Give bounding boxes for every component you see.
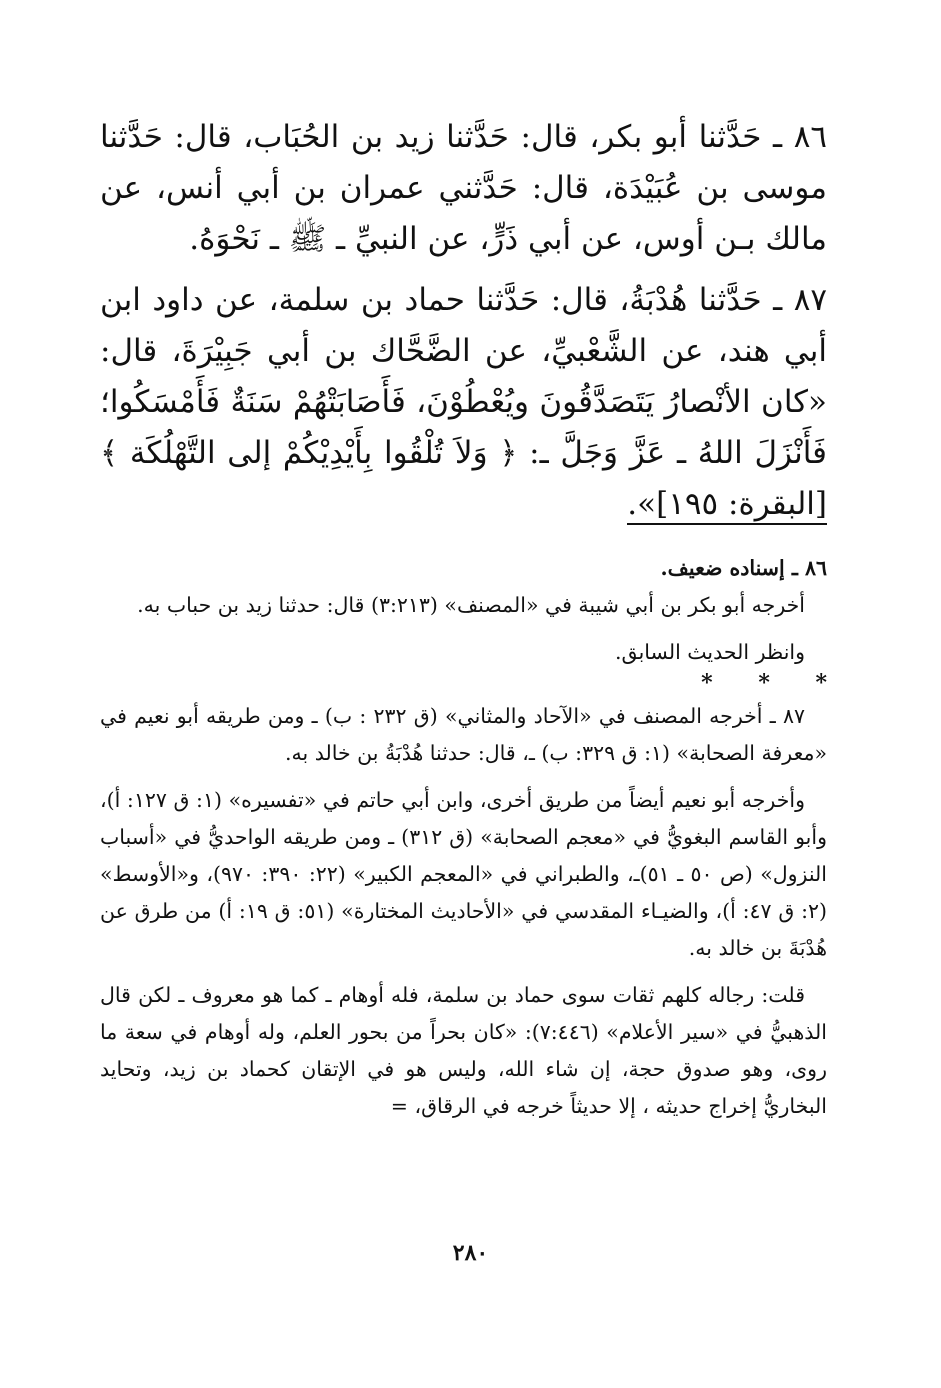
footnote-87-source: ٨٧ ـ أخرجه المصنف في «الآحاد والمثاني» (ق ٢٣٢ : ب) ـ ومن طريقه أبو نعيم في «معرفة الصحابة» (١: ق ٣٢٩: ب) ـ، قال: حدثنا هُدْبَةُ بن خالد به.	[100, 704, 827, 765]
stars-separator: * * *	[701, 670, 827, 696]
footnote-separator-rule	[627, 523, 827, 525]
hadith-87: ٨٧ ـ حَدَّثنا هُدْبَةُ، قال: حَدَّثنا حماد بن سلمة، عن داود ابن أبي هند، عن الشَّعْبيِّ، عن الضَّحَّاك بن أبي جَبِيْرَةَ، قال: «كان الأنْصارُ يَتَصَدَّقُونَ ويُعْطُوْنَ، فَأَصَابَتْهُمْ سَنَةٌ فَأَمْسَكُوا؛ فَأَنْزَلَ اللهُ ـ عَزَّ وَجَلَّ ـ: ﴿ وَلاَ تُلْقُوا بِأَيْدِيْكُمْ إلى التَّهْلُكَة ﴾ [البقرة: ١٩٥]».	[100, 282, 827, 522]
footnote-86-heading: ٨٦ ـ إسناده ضعيف.	[660, 556, 827, 580]
footnote-86-source: أخرجه أبو بكر بن أبي شيبة في «المصنف» (٣:٢١٣) قال: حدثنا زيد بن حباب به.	[137, 593, 805, 617]
main-text	[100, 112, 827, 530]
hadith-86: ٨٦ ـ حَدَّثنا أبو بكر، قال: حَدَّثنا زيد بن الحُبَاب، قال: حَدَّثنا موسى بن عُبَيْدَة، قال: حَدَّثني عمران بن أبي أنس، عن مالك بـن أوس، عن أبي ذَرٍّ، عن النبيِّ ـ ﷺ ـ نَحْوَهُ.	[100, 119, 827, 257]
footnote-87-comment: قلت: رجاله كلهم ثقات سوى حماد بن سلمة، فله أوهام ـ كما هو معروف ـ لكن قال الذهبيُّ في «سير الأعلام» (٧:٤٤٦): «كان بحراً من بحور العلم، وله أوهام في سعة ما روى، وهو صدوق حجة، إن شاء الله، وليس هو في الإتقان كحماد بن زيد، وتحايد البخاريُّ إخراج حديثه ، إلا حديثاً خرجه في الرقاق، =	[100, 983, 827, 1118]
footnotes	[100, 550, 827, 1125]
footnote-87-other-sources: وأخرجه أبو نعيم أيضاً من طريق أخرى، وابن أبي حاتم في «تفسيره» (١: ق ١٢٧: أ)، وأبو القاسم البغويُّ في «معجم الصحابة» (ق ٣١٢) ـ ومن طريقه الواحديُّ في «أسباب النزول» (ص ٥٠ ـ ٥١)ـ، والطبراني في «المعجم الكبير» (٢٢: ٣٩٠: ٩٧٠)، و«الأوسط» (٢: ق ٤٧: أ)، والضيـاء المقدسي في «الأحاديث المختارة» (٥١: ق ١٩: أ) من طرق عن هُدْبَةَ بن خالد به.	[100, 788, 827, 960]
page-number: ٢٨٠	[452, 1240, 489, 1266]
footnote-86-see-previous: وانظر الحديث السابق.	[614, 640, 805, 664]
